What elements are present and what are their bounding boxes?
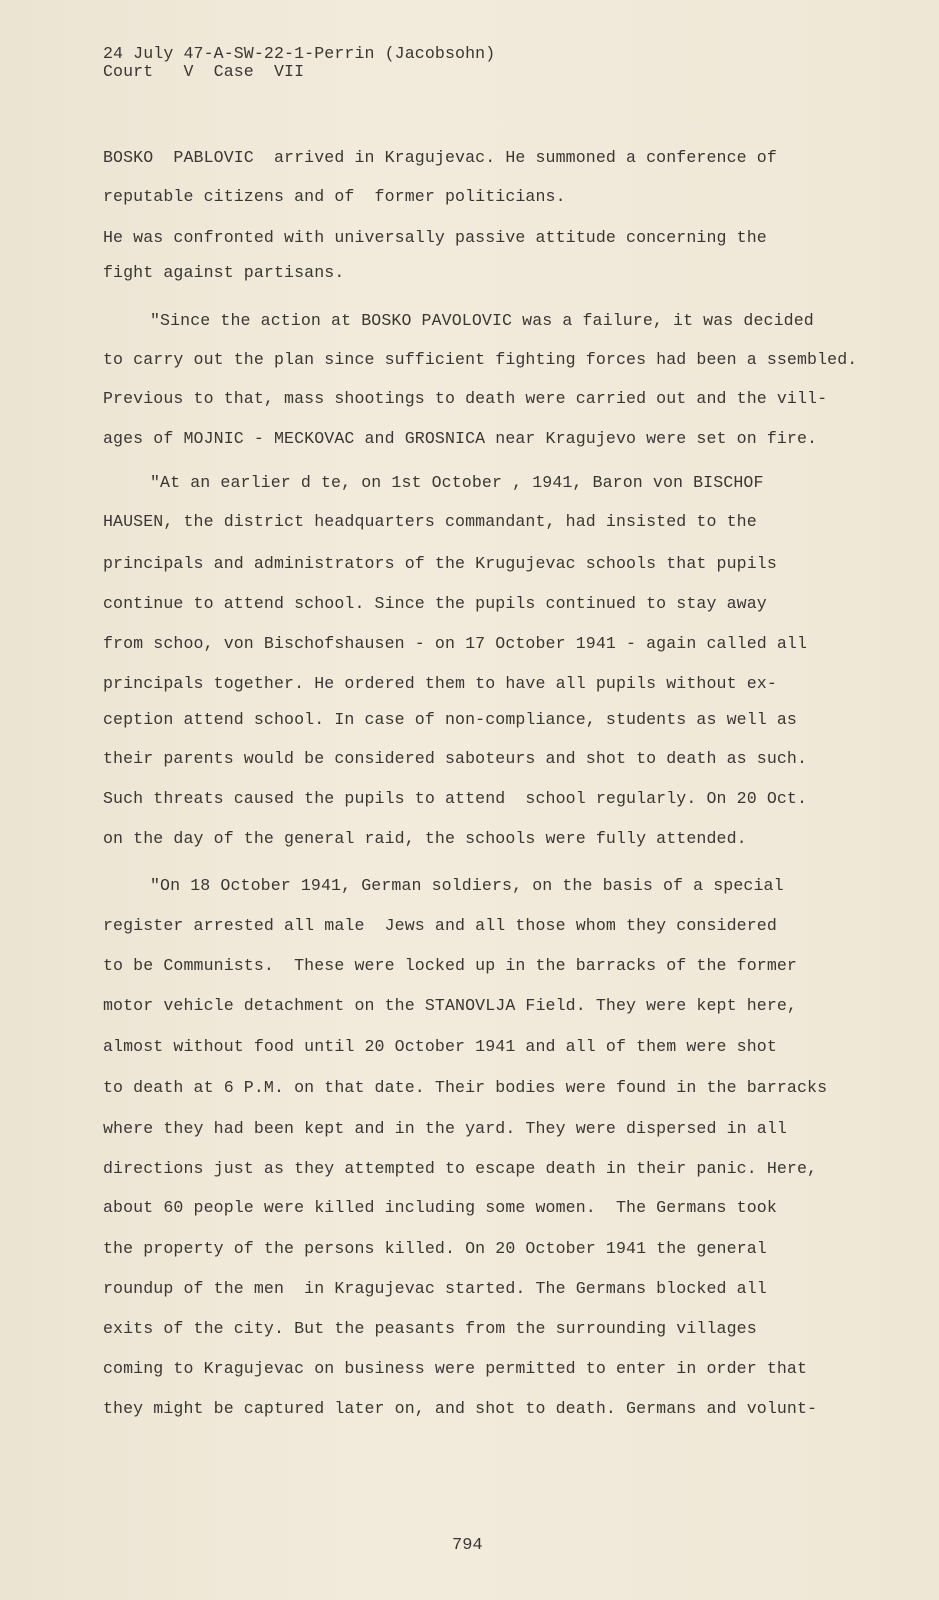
text-line: continue to attend school. Since the pupils continued to stay away: [103, 594, 767, 613]
text-line: to be Communists. These were locked up in the barracks of the former: [103, 956, 797, 975]
text-line: ception attend school. In case of non-compliance, students as well as: [103, 710, 797, 729]
page-number: 794: [452, 1536, 483, 1555]
text-line: reputable citizens and of former politicians.: [103, 187, 566, 206]
text-line: they might be captured later on, and shot to death. Germans and volunt-: [103, 1399, 818, 1418]
text-line: their parents would be considered saboteurs and shot to death as such.: [103, 749, 808, 768]
text-line: "At an earlier d te, on 1st October , 1941, Baron von BISCHOF: [150, 473, 764, 492]
text-line: where they had been kept and in the yard. They were dispersed in all: [103, 1119, 787, 1138]
text-line: from schoo, von Bischofshausen - on 17 October 1941 - again called all: [103, 634, 808, 653]
text-line: directions just as they attempted to escape death in their panic. Here,: [103, 1159, 818, 1178]
text-line: the property of the persons killed. On 20 October 1941 the general: [103, 1239, 767, 1258]
text-line: coming to Kragujevac on business were permitted to enter in order that: [103, 1359, 808, 1378]
text-line: to carry out the plan since sufficient fighting forces had been a ssembled.: [103, 350, 858, 369]
text-line: He was confronted with universally passive attitude concerning the: [103, 228, 767, 247]
text-line: ages of MOJNIC - MECKOVAC and GROSNICA near Kragujevo were set on fire.: [103, 429, 818, 448]
text-line: about 60 people were killed including some women. The Germans took: [103, 1198, 777, 1217]
text-line: to death at 6 P.M. on that date. Their bodies were found in the barracks: [103, 1078, 828, 1097]
text-line: on the day of the general raid, the schools were fully attended.: [103, 829, 747, 848]
header-court-case: Court V Case VII: [103, 62, 305, 81]
text-line: motor vehicle detachment on the STANOVLJA Field. They were kept here,: [103, 996, 797, 1015]
text-line: register arrested all male Jews and all those whom they considered: [103, 916, 777, 935]
text-line: exits of the city. But the peasants from the surrounding villages: [103, 1319, 757, 1338]
header-reference: 24 July 47-A-SW-22-1-Perrin (Jacobsohn): [103, 44, 496, 63]
text-line: "On 18 October 1941, German soldiers, on the basis of a special: [150, 876, 784, 895]
text-line: principals together. He ordered them to have all pupils without ex-: [103, 674, 777, 693]
text-line: "Since the action at BOSKO PAVOLOVIC was a failure, it was decided: [150, 311, 814, 330]
text-line: almost without food until 20 October 1941 and all of them were shot: [103, 1037, 777, 1056]
text-line: Previous to that, mass shootings to death were carried out and the vill-: [103, 389, 828, 408]
text-line: roundup of the men in Kragujevac started. The Germans blocked all: [103, 1279, 767, 1298]
text-line: Such threats caused the pupils to attend school regularly. On 20 Oct.: [103, 789, 808, 808]
text-line: BOSKO PABLOVIC arrived in Kragujevac. He summoned a conference of: [103, 148, 777, 167]
text-line: HAUSEN, the district headquarters commandant, had insisted to the: [103, 512, 757, 531]
text-line: fight against partisans.: [103, 263, 345, 282]
text-line: principals and administrators of the Krugujevac schools that pupils: [103, 554, 777, 573]
